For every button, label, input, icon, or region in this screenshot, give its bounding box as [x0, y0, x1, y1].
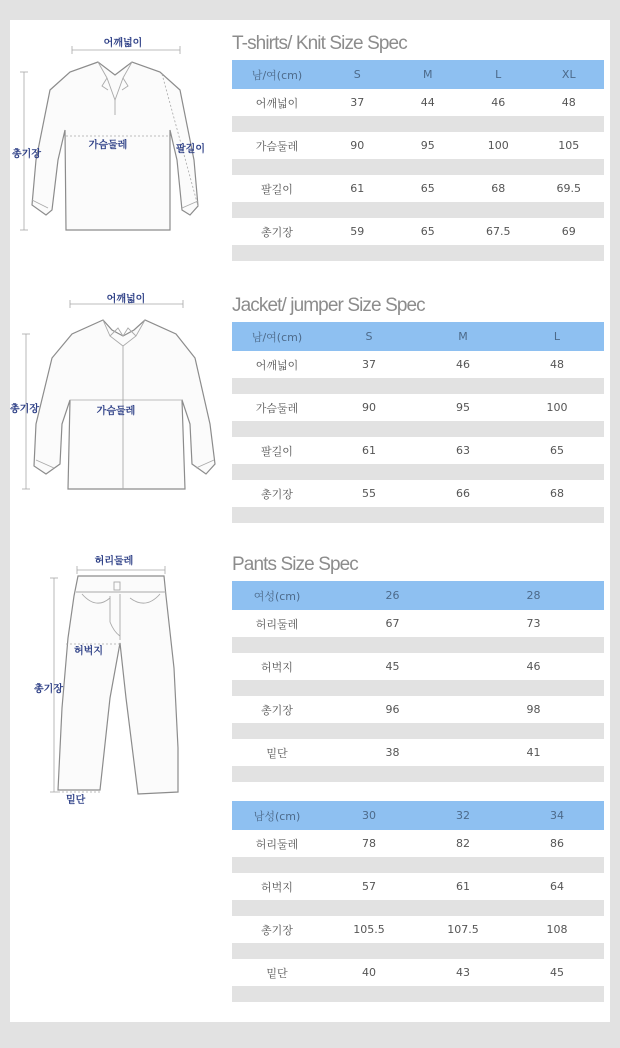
table-cell: 68: [491, 182, 506, 195]
row-label: 가슴둘레: [255, 139, 299, 153]
row-label: 어깨넓이: [255, 358, 299, 372]
header-cell: L: [553, 330, 561, 343]
table-cell: 67.5: [486, 225, 511, 238]
pants-thigh-label: 허벅지: [74, 646, 103, 657]
row-divider: [232, 159, 604, 175]
table-cell: 59: [350, 225, 365, 238]
table-cell: 37: [350, 96, 365, 109]
table-cell: 96: [385, 703, 400, 716]
row-divider: [232, 507, 604, 523]
table-cell: 90: [350, 139, 365, 152]
header-cell: 남/여(cm): [251, 330, 303, 344]
table-cell: 44: [420, 96, 435, 109]
header-cell: 26: [385, 589, 400, 602]
table-cell: 45: [385, 660, 400, 673]
pants-illustration: [10, 548, 230, 810]
table-row: [232, 437, 604, 464]
header-cell: XL: [561, 68, 576, 81]
table-row: [232, 394, 604, 421]
table-cell: 100: [487, 139, 509, 152]
table-row: [232, 916, 604, 943]
table-cell: 43: [456, 966, 470, 979]
table-cell: 57: [362, 880, 376, 893]
table-cell: 63: [456, 444, 470, 457]
row-divider: [232, 378, 604, 394]
row-divider: [232, 116, 604, 132]
row-label: 허벅지: [261, 880, 293, 894]
row-divider: [232, 766, 604, 782]
table-cell: 65: [420, 182, 435, 195]
table-header-row: [232, 322, 604, 351]
table-cell: 61: [350, 182, 365, 195]
table-row: [232, 873, 604, 900]
table-row: [232, 830, 604, 857]
pants-spec-title: Pants Size Spec: [232, 554, 358, 575]
jacket-chest-label: 가슴둘레: [96, 406, 136, 417]
table-cell: 105.5: [353, 923, 385, 936]
row-label: 밑단: [266, 746, 288, 760]
table-cell: 98: [526, 703, 541, 716]
row-label: 총기장: [261, 225, 293, 239]
table-row: [232, 739, 604, 766]
table-cell: 105: [558, 139, 580, 152]
table-cell: 69: [561, 225, 576, 238]
row-label: 팔길이: [261, 444, 293, 458]
table-cell: 65: [550, 444, 564, 457]
pants-men-table: [232, 801, 604, 1002]
table-cell: 65: [420, 225, 435, 238]
row-label: 허리둘레: [255, 617, 299, 631]
tshirt-length-label: 총기장: [12, 149, 41, 160]
table-cell: 37: [362, 358, 376, 371]
row-divider: [232, 202, 604, 218]
table-row: [232, 653, 604, 680]
header-cell: M: [423, 68, 433, 81]
table-cell: 40: [362, 966, 376, 979]
table-row: [232, 132, 604, 159]
row-label: 총기장: [261, 923, 293, 937]
table-cell: 69.5: [556, 182, 581, 195]
tshirt-spec-title: T-shirts/ Knit Size Spec: [232, 33, 407, 54]
table-cell: 45: [550, 966, 564, 979]
row-label: 허리둘레: [255, 837, 299, 851]
table-row: [232, 959, 604, 986]
table-cell: 41: [526, 746, 541, 759]
table-header-row: [232, 801, 604, 830]
row-divider: [232, 900, 604, 916]
table-row: [232, 89, 604, 116]
tshirt-illustration: [10, 20, 230, 250]
table-cell: 48: [561, 96, 576, 109]
pants-waist-label: 허리둘레: [94, 556, 134, 567]
row-divider: [232, 245, 604, 261]
jacket-spec-title: Jacket/ jumper Size Spec: [232, 295, 425, 316]
header-cell: M: [458, 330, 468, 343]
table-cell: 67: [385, 617, 400, 630]
row-divider: [232, 723, 604, 739]
row-label: 가슴둘레: [255, 401, 299, 415]
tshirt-sleeve-label: 팔길이: [176, 144, 205, 155]
table-cell: 61: [362, 444, 376, 457]
table-cell: 46: [491, 96, 506, 109]
table-cell: 73: [526, 617, 541, 630]
pants-length-label: 총기장: [34, 684, 63, 695]
row-label: 밑단: [266, 966, 288, 980]
header-cell: L: [495, 68, 502, 81]
row-label: 어깨넓이: [255, 96, 299, 110]
table-cell: 82: [456, 837, 470, 850]
table-cell: 66: [456, 487, 470, 500]
table-cell: 46: [456, 358, 470, 371]
row-label: 총기장: [261, 487, 293, 501]
table-row: [232, 696, 604, 723]
row-divider: [232, 421, 604, 437]
table-cell: 95: [420, 139, 435, 152]
row-divider: [232, 637, 604, 653]
row-divider: [232, 680, 604, 696]
header-cell: 28: [526, 589, 541, 602]
tshirt-spec-table: [232, 60, 604, 261]
table-row: [232, 175, 604, 202]
row-divider: [232, 986, 604, 1002]
header-cell: 남성(cm): [253, 809, 301, 823]
jacket-length-label: 총기장: [10, 404, 39, 415]
row-label: 총기장: [261, 703, 293, 717]
jacket-illustration: [10, 284, 230, 499]
table-cell: 95: [456, 401, 470, 414]
table-cell: 68: [550, 487, 564, 500]
table-cell: 90: [362, 401, 376, 414]
row-label: 팔길이: [261, 182, 293, 196]
row-divider: [232, 464, 604, 480]
table-cell: 108: [546, 923, 568, 936]
table-row: [232, 610, 604, 637]
table-row: [232, 218, 604, 245]
table-cell: 46: [526, 660, 541, 673]
header-cell: 남/여(cm): [251, 68, 303, 82]
header-cell: 34: [550, 809, 564, 822]
table-cell: 64: [550, 880, 564, 893]
pants-hem-label: 밑단: [66, 795, 86, 806]
tshirt-chest-label: 가슴둘레: [88, 140, 128, 151]
header-cell: S: [353, 68, 361, 81]
row-divider: [232, 943, 604, 959]
header-cell: S: [365, 330, 373, 343]
table-row: [232, 351, 604, 378]
header-cell: 32: [456, 809, 470, 822]
table-cell: 86: [550, 837, 564, 850]
table-cell: 38: [385, 746, 400, 759]
jacket-spec-table: [232, 322, 604, 523]
table-cell: 100: [546, 401, 568, 414]
header-cell: 여성(cm): [253, 589, 301, 603]
table-cell: 78: [362, 837, 376, 850]
jacket-shoulder-label: 어깨넓이: [106, 294, 146, 305]
table-cell: 55: [362, 487, 376, 500]
table-row: [232, 480, 604, 507]
row-divider: [232, 857, 604, 873]
table-header-row: [232, 60, 604, 89]
tshirt-shoulder-label: 어깨넓이: [103, 38, 143, 49]
table-cell: 61: [456, 880, 470, 893]
table-header-row: [232, 581, 604, 610]
pants-women-table: [232, 581, 604, 782]
row-label: 허벅지: [261, 660, 293, 674]
header-cell: 30: [362, 809, 376, 822]
table-cell: 107.5: [447, 923, 479, 936]
table-cell: 48: [550, 358, 564, 371]
